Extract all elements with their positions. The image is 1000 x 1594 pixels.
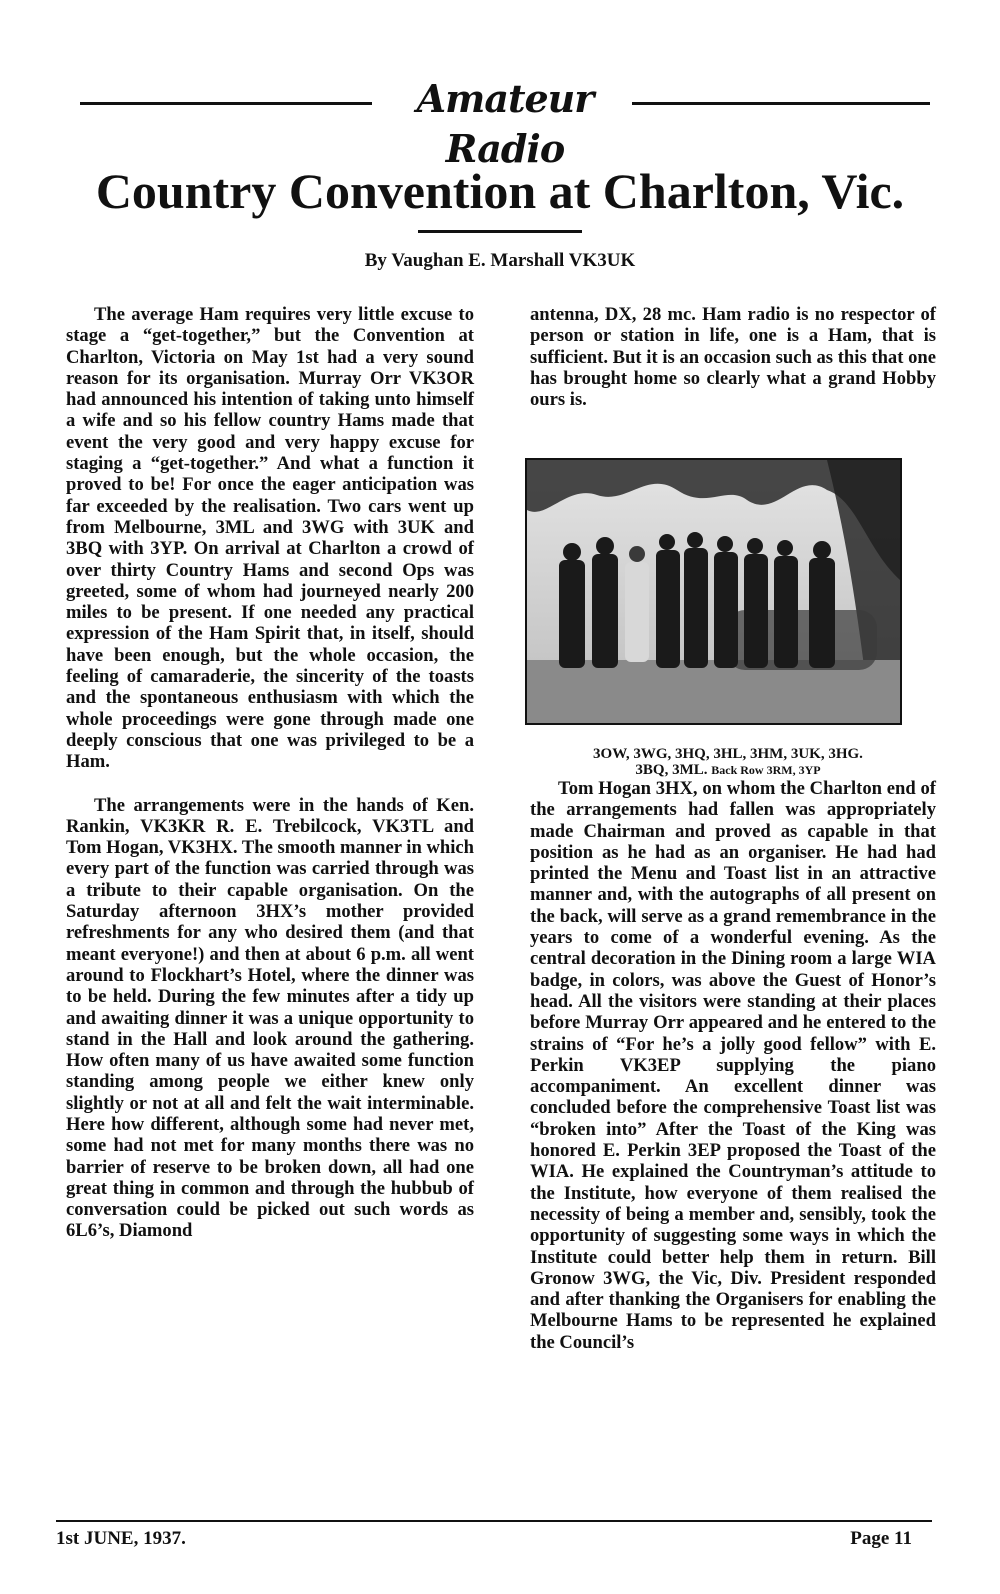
paragraph-arrangements: The arrangements were in the hands of Ken. Rankin, VK3KR R. E. Trebilcock, VK3TL and Tom Hogan, VK3HX. The smooth manner in which every part of the function was carried through was a tribute to their capable organisation. On the Saturday afternoon 3HX’s mother provided refreshments for any who desired them (and that meant everyone!) and then at about 6 p.m. all went around to Flockhart’s Hotel, where the dinner was to be held. During the few minutes after a tidy up and awaiting dinner it was a unique opportunity to stand in the Hall and look around the gathering. How often many of us have awaited some function standing among people we either knew only slightly or not at all and felt the wait interminable. Here how different, although some had never met, some had not met for many months there was no barrier of reserve to be broken down, all had one great thing in common and through the hubbub of conversation could be picked out such words as 6L6’s, Diamond [66,794,474,1242]
photo-caption-line1: 3OW, 3WG, 3HQ, 3HL, 3HM, 3UK, 3HG. [593,746,863,762]
paragraph-intro: The average Ham requires very little excuse to stage a “get-together,” but the Convention at Charlton, Victoria on May 1st had a very sound reason for its organisation. Murray Orr VK3OR had announced his intention of taking unto himself a wife and so his fellow country Hams made that event the very good and very happy excuse for staging a “get-together.” And what a function it proved to be! For once the eager anticipation was far exceeded by the realisation. Two cars went up from Melbourne, 3ML and 3WG with 3UK and 3BQ with 3YP. On arrival at Charlton a crowd of over thirty Country Hams and second Ops was greeted, some of whom had journeyed nearly 200 miles to be present. If one needed any practical expression of the Ham Spirit that, in itself, should have been enough, but the whole occasion, the feeling of camaraderie, the sincerity of the toasts and the spontaneous enthusiasm with which the whole proceedings were gone through made one deeply conscious that one was privileged to be a Ham. [66,304,474,773]
column-right-top [530,304,936,410]
column-left [66,304,474,1242]
title-underline [418,230,582,233]
footer-rule [56,1520,932,1522]
photo-caption-line2 [520,762,936,778]
paragraph-continued: antenna, DX, 28 mc. Ham radio is no respector of person or station in life, one is a Ham, that is sufficient. But it is an occasion such as this that one has brought home so clearly what a grand Hobby ours is. [530,304,936,411]
photo-caption [520,746,936,778]
photo-caption-front-row: 3BQ, 3ML. [635,762,708,778]
masthead [80,74,930,171]
masthead-rule-right [632,102,930,105]
photo-caption-back-row: Back Row 3RM, 3YP [711,763,821,777]
footer-page-number: Page 11 [850,1528,912,1549]
article-byline: By Vaughan E. Marshall VK3UK [364,250,636,271]
group-photo-image [527,460,900,723]
group-photo [525,458,902,725]
paragraph-hogan: Tom Hogan 3HX, on whom the Charlton end of the arrangements had fallen was appropriately made Chairman and proved as capable in that position as he had as an organiser. He had had printed the Menu and Toast list in an attractive manner and, with the autographs of all present on the back, will serve as a grand remembrance in the years to come of a wonderful evening. As the central decoration in the Dining room a large WIA badge, in colors, was above the Guest of Honor’s head. All the visitors were standing at their places before Murray Orr appeared and he entered to the strains of “For he’s a jolly good fellow” with E. Perkin VK3EP supplying the piano accompaniment. An excellent dinner was concluded before the comprehensive Toast list was “broken into” After the Toast of the King was honored E. Perkin 3EP proposed the Toast of the WIA. He explained the Countryman’s attitude to the Institute, how everyone of them realised the necessity of being a member and, sensibly, took the opportunity of suggesting some ways in which the Institute could better help them in return. Bill Gronow 3WG, the Vic, Div. President responded and after thanking the Organisers for enabling the Melbourne Hams to be represented he explained the Council’s [530,778,936,1353]
masthead-title: Amateur Radio [416,76,594,171]
footer-date: 1st JUNE, 1937. [56,1528,186,1549]
masthead-rule-left [80,102,372,105]
column-right-bottom [530,778,936,1353]
article-title: Country Convention at Charlton, Vic. [95,163,905,219]
